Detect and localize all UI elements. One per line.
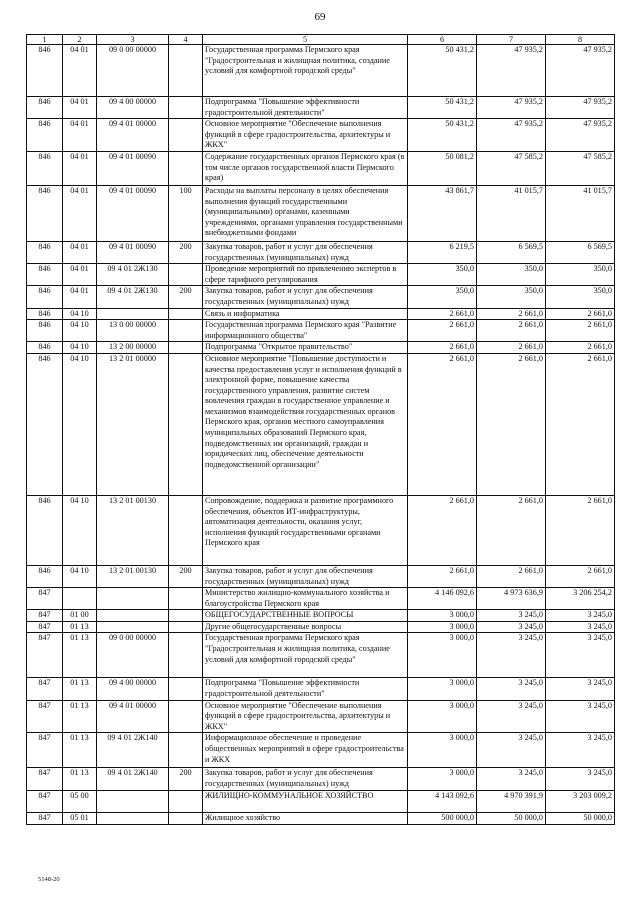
cell-col-3: 13 2 00 00000 bbox=[97, 342, 169, 354]
table-row bbox=[27, 353, 615, 495]
cell-col-5: Государственная программа Пермского края "Развитие информационного общества" bbox=[203, 320, 408, 342]
cell-col-1: 846 bbox=[27, 495, 63, 565]
table-row bbox=[27, 286, 615, 308]
cell-col-6: 2 661,0 bbox=[408, 308, 477, 320]
cell-col-5: Сопровождение, поддержка и развитие программного обеспечения, объектов ИТ-инфраструктуры, автоматизация деятельности, оказания услуг, исполнения функций государственными органами Пермского края bbox=[203, 495, 408, 565]
cell-col-3 bbox=[97, 588, 169, 610]
cell-col-6: 6 219,5 bbox=[408, 241, 477, 263]
cell-col-4 bbox=[169, 812, 203, 824]
column-header: 6 bbox=[408, 35, 477, 45]
table-row bbox=[27, 678, 615, 700]
table-row bbox=[27, 308, 615, 320]
cell-col-8: 2 661,0 bbox=[546, 565, 615, 587]
table-row bbox=[27, 264, 615, 286]
cell-col-2: 04 01 bbox=[63, 151, 97, 185]
cell-col-2: 04 01 bbox=[63, 45, 97, 97]
cell-col-2: 01 13 bbox=[63, 678, 97, 700]
cell-col-1: 847 bbox=[27, 812, 63, 824]
cell-col-6: 2 661,0 bbox=[408, 565, 477, 587]
cell-col-2: 01 13 bbox=[63, 700, 97, 733]
column-header: 1 bbox=[27, 35, 63, 45]
cell-col-1: 847 bbox=[27, 733, 63, 768]
cell-col-6: 50 431,2 bbox=[408, 97, 477, 119]
cell-col-2: 04 01 bbox=[63, 119, 97, 152]
cell-col-7: 2 661,0 bbox=[477, 308, 546, 320]
cell-col-8: 3 245,0 bbox=[546, 768, 615, 790]
cell-col-6: 50 431,2 bbox=[408, 45, 477, 97]
table-row bbox=[27, 812, 615, 824]
cell-col-7: 3 245,0 bbox=[477, 633, 546, 678]
cell-col-3: 13 2 01 00000 bbox=[97, 353, 169, 495]
cell-col-3: 09 4 01 00000 bbox=[97, 700, 169, 733]
cell-col-5: Проведение мероприятий по привлечению экспертов в сфере тарифного регулирования bbox=[203, 264, 408, 286]
cell-col-6: 500 000,0 bbox=[408, 812, 477, 824]
cell-col-3 bbox=[97, 621, 169, 633]
cell-col-8: 3 203 009,2 bbox=[546, 790, 615, 812]
cell-col-4 bbox=[169, 610, 203, 622]
cell-col-4: 200 bbox=[169, 768, 203, 790]
cell-col-5: Государственная программа Пермского края "Градостроительная и жилищная политика, создание условий для комфортной городской среды" bbox=[203, 633, 408, 678]
table-row bbox=[27, 342, 615, 354]
cell-col-3: 09 4 01 2Ж140 bbox=[97, 768, 169, 790]
cell-col-3: 09 4 00 00000 bbox=[97, 678, 169, 700]
cell-col-8: 47 935,2 bbox=[546, 45, 615, 97]
cell-col-5: Содержание государственных органов Пермского края (в том числе органов государственной власти Пермского края) bbox=[203, 151, 408, 185]
table-row bbox=[27, 733, 615, 768]
cell-col-3 bbox=[97, 790, 169, 812]
cell-col-6: 43 861,7 bbox=[408, 185, 477, 241]
cell-col-8: 2 661,0 bbox=[546, 342, 615, 354]
table-row bbox=[27, 768, 615, 790]
cell-col-6: 2 661,0 bbox=[408, 342, 477, 354]
cell-col-4 bbox=[169, 97, 203, 119]
column-number-header bbox=[27, 35, 615, 45]
cell-col-8: 3 245,0 bbox=[546, 700, 615, 733]
cell-col-2: 04 10 bbox=[63, 353, 97, 495]
cell-col-3: 09 0 00 00000 bbox=[97, 45, 169, 97]
table-row bbox=[27, 621, 615, 633]
cell-col-7: 2 661,0 bbox=[477, 353, 546, 495]
cell-col-7: 41 015,7 bbox=[477, 185, 546, 241]
cell-col-1: 846 bbox=[27, 185, 63, 241]
cell-col-6: 3 000,0 bbox=[408, 678, 477, 700]
cell-col-8: 2 661,0 bbox=[546, 495, 615, 565]
cell-col-5: Закупка товаров, работ и услуг для обеспечения государственных (муниципальных) нужд bbox=[203, 241, 408, 263]
cell-col-3 bbox=[97, 812, 169, 824]
cell-col-3: 09 0 00 00000 bbox=[97, 633, 169, 678]
cell-col-1: 846 bbox=[27, 264, 63, 286]
column-header: 7 bbox=[477, 35, 546, 45]
cell-col-7: 3 245,0 bbox=[477, 768, 546, 790]
cell-col-4 bbox=[169, 678, 203, 700]
cell-col-8: 47 585,2 bbox=[546, 151, 615, 185]
cell-col-1: 847 bbox=[27, 768, 63, 790]
cell-col-5: Закупка товаров, работ и услуг для обеспечения государственных (муниципальных) нужд bbox=[203, 768, 408, 790]
cell-col-2: 04 01 bbox=[63, 185, 97, 241]
cell-col-1: 846 bbox=[27, 45, 63, 97]
cell-col-7: 3 245,0 bbox=[477, 610, 546, 622]
cell-col-2: 01 00 bbox=[63, 610, 97, 622]
cell-col-4 bbox=[169, 119, 203, 152]
cell-col-7: 2 661,0 bbox=[477, 565, 546, 587]
cell-col-2: 04 10 bbox=[63, 342, 97, 354]
cell-col-7: 6 569,5 bbox=[477, 241, 546, 263]
cell-col-7: 350,0 bbox=[477, 264, 546, 286]
cell-col-8: 350,0 bbox=[546, 286, 615, 308]
cell-col-7: 2 661,0 bbox=[477, 320, 546, 342]
cell-col-8: 47 935,2 bbox=[546, 97, 615, 119]
cell-col-4: 100 bbox=[169, 185, 203, 241]
cell-col-8: 47 935,2 bbox=[546, 119, 615, 152]
cell-col-6: 3 000,0 bbox=[408, 700, 477, 733]
cell-col-1: 847 bbox=[27, 790, 63, 812]
cell-col-2 bbox=[63, 588, 97, 610]
cell-col-6: 350,0 bbox=[408, 286, 477, 308]
cell-col-6: 2 661,0 bbox=[408, 495, 477, 565]
table-row bbox=[27, 151, 615, 185]
cell-col-3: 09 4 01 00090 bbox=[97, 151, 169, 185]
cell-col-5: Основное мероприятие "Повышение доступности и качества предоставления услуг и исполнения функций в электронной форме, повышение качества государственного управления, развитие систем вовлечения граждан в государственное управление и механизмов взаимодействия государственных органов Пермского края, органов местного самоуправления муниципальных образований Пермского края, подведомственных им организаций, граждан и юридических лиц, обеспечение деятельности подведомственной организации" bbox=[203, 353, 408, 495]
cell-col-4 bbox=[169, 342, 203, 354]
cell-col-7: 3 245,0 bbox=[477, 621, 546, 633]
cell-col-2: 04 10 bbox=[63, 308, 97, 320]
cell-col-5: Основное мероприятие "Обеспечение выполнения функций в сфере градостроительства, архитектуры и ЖКХ" bbox=[203, 119, 408, 152]
cell-col-5: Основное мероприятие "Обеспечение выполнения функций в сфере градостроительства, архитектуры и ЖКХ" bbox=[203, 700, 408, 733]
cell-col-7: 3 245,0 bbox=[477, 733, 546, 768]
table-row bbox=[27, 700, 615, 733]
cell-col-7: 2 661,0 bbox=[477, 495, 546, 565]
cell-col-8: 3 206 254,2 bbox=[546, 588, 615, 610]
cell-col-2: 04 01 bbox=[63, 286, 97, 308]
cell-col-4 bbox=[169, 45, 203, 97]
cell-col-4: 200 bbox=[169, 241, 203, 263]
cell-col-3: 13 2 01 00130 bbox=[97, 565, 169, 587]
cell-col-3: 09 4 01 2Ж130 bbox=[97, 286, 169, 308]
cell-col-5: Министерство жилищно-коммунального хозяйства и благоустройства Пермского края bbox=[203, 588, 408, 610]
cell-col-5: Жилищное хозяйство bbox=[203, 812, 408, 824]
cell-col-4 bbox=[169, 151, 203, 185]
cell-col-4 bbox=[169, 700, 203, 733]
cell-col-1: 846 bbox=[27, 308, 63, 320]
cell-col-1: 847 bbox=[27, 610, 63, 622]
cell-col-2: 04 10 bbox=[63, 320, 97, 342]
column-header: 2 bbox=[63, 35, 97, 45]
cell-col-2: 05 00 bbox=[63, 790, 97, 812]
cell-col-5: ЖИЛИЩНО-КОММУНАЛЬНОЕ ХОЗЯЙСТВО bbox=[203, 790, 408, 812]
cell-col-2: 04 01 bbox=[63, 241, 97, 263]
table-row bbox=[27, 588, 615, 610]
column-header: 5 bbox=[203, 35, 408, 45]
cell-col-1: 846 bbox=[27, 353, 63, 495]
cell-col-8: 41 015,7 bbox=[546, 185, 615, 241]
cell-col-4 bbox=[169, 790, 203, 812]
cell-col-7: 47 935,2 bbox=[477, 45, 546, 97]
cell-col-5: Закупка товаров, работ и услуг для обеспечения государственных (муниципальных) нужд bbox=[203, 565, 408, 587]
cell-col-2: 01 13 bbox=[63, 633, 97, 678]
cell-col-1: 847 bbox=[27, 633, 63, 678]
table-row bbox=[27, 495, 615, 565]
cell-col-4 bbox=[169, 264, 203, 286]
cell-col-6: 3 000,0 bbox=[408, 610, 477, 622]
cell-col-3: 13 2 01 00130 bbox=[97, 495, 169, 565]
cell-col-4 bbox=[169, 733, 203, 768]
cell-col-1: 847 bbox=[27, 678, 63, 700]
cell-col-7: 4 973 636,9 bbox=[477, 588, 546, 610]
cell-col-2: 05 01 bbox=[63, 812, 97, 824]
table-row bbox=[27, 790, 615, 812]
cell-col-1: 846 bbox=[27, 320, 63, 342]
cell-col-5: Другие общегосударственные вопросы bbox=[203, 621, 408, 633]
cell-col-2: 04 01 bbox=[63, 97, 97, 119]
cell-col-7: 3 245,0 bbox=[477, 678, 546, 700]
page-number: 69 bbox=[314, 11, 326, 23]
cell-col-2: 01 13 bbox=[63, 621, 97, 633]
cell-col-3: 09 4 00 00000 bbox=[97, 97, 169, 119]
cell-col-7: 2 661,0 bbox=[477, 342, 546, 354]
cell-col-7: 47 585,2 bbox=[477, 151, 546, 185]
cell-col-8: 350,0 bbox=[546, 264, 615, 286]
table-row bbox=[27, 119, 615, 152]
table-row bbox=[27, 45, 615, 97]
cell-col-1: 846 bbox=[27, 119, 63, 152]
cell-col-3 bbox=[97, 308, 169, 320]
cell-col-7: 47 935,2 bbox=[477, 97, 546, 119]
cell-col-1: 846 bbox=[27, 565, 63, 587]
cell-col-1: 847 bbox=[27, 621, 63, 633]
table-row bbox=[27, 241, 615, 263]
cell-col-8: 3 245,0 bbox=[546, 621, 615, 633]
cell-col-3 bbox=[97, 610, 169, 622]
cell-col-3: 09 4 01 2Ж130 bbox=[97, 264, 169, 286]
cell-col-4 bbox=[169, 353, 203, 495]
cell-col-5: Информационное обеспечение и проведение общественных мероприятий в сфере градостроительства и ЖКХ bbox=[203, 733, 408, 768]
cell-col-3: 13 0 00 00000 bbox=[97, 320, 169, 342]
table-row bbox=[27, 610, 615, 622]
cell-col-6: 50 081,2 bbox=[408, 151, 477, 185]
cell-col-1: 847 bbox=[27, 588, 63, 610]
budget-table bbox=[26, 34, 615, 825]
cell-col-6: 3 000,0 bbox=[408, 633, 477, 678]
cell-col-8: 2 661,0 bbox=[546, 353, 615, 495]
table-row bbox=[27, 97, 615, 119]
cell-col-1: 846 bbox=[27, 151, 63, 185]
cell-col-1: 846 bbox=[27, 286, 63, 308]
cell-col-7: 3 245,0 bbox=[477, 700, 546, 733]
cell-col-8: 2 661,0 bbox=[546, 308, 615, 320]
cell-col-5: Государственная программа Пермского края "Градостроительная и жилищная политика, создание условий для комфортной городской среды" bbox=[203, 45, 408, 97]
cell-col-3: 09 4 01 00000 bbox=[97, 119, 169, 152]
footer-code: 5148-20 bbox=[38, 876, 60, 883]
cell-col-4 bbox=[169, 308, 203, 320]
cell-col-3: 09 4 01 2Ж140 bbox=[97, 733, 169, 768]
cell-col-1: 846 bbox=[27, 97, 63, 119]
cell-col-4: 200 bbox=[169, 565, 203, 587]
table-row bbox=[27, 565, 615, 587]
cell-col-8: 3 245,0 bbox=[546, 610, 615, 622]
cell-col-6: 3 000,0 bbox=[408, 733, 477, 768]
cell-col-2: 04 10 bbox=[63, 565, 97, 587]
column-header: 3 bbox=[97, 35, 169, 45]
table-row bbox=[27, 633, 615, 678]
cell-col-3: 09 4 01 00090 bbox=[97, 185, 169, 241]
cell-col-5: Подпрограмма "Открытое правительство" bbox=[203, 342, 408, 354]
cell-col-6: 4 146 092,6 bbox=[408, 588, 477, 610]
cell-col-6: 350,0 bbox=[408, 264, 477, 286]
cell-col-5: ОБЩЕГОСУДАРСТВЕННЫЕ ВОПРОСЫ bbox=[203, 610, 408, 622]
cell-col-3: 09 4 01 00090 bbox=[97, 241, 169, 263]
cell-col-6: 3 000,0 bbox=[408, 621, 477, 633]
cell-col-7: 50 000,0 bbox=[477, 812, 546, 824]
cell-col-2: 01 13 bbox=[63, 733, 97, 768]
cell-col-4 bbox=[169, 495, 203, 565]
cell-col-1: 846 bbox=[27, 342, 63, 354]
cell-col-6: 3 000,0 bbox=[408, 768, 477, 790]
cell-col-8: 2 661,0 bbox=[546, 320, 615, 342]
cell-col-1: 846 bbox=[27, 241, 63, 263]
cell-col-8: 3 245,0 bbox=[546, 733, 615, 768]
table-row bbox=[27, 320, 615, 342]
cell-col-5: Подпрограмма "Повышение эффективности градостроительной деятельности" bbox=[203, 678, 408, 700]
column-header: 4 bbox=[169, 35, 203, 45]
cell-col-6: 4 143 092,6 bbox=[408, 790, 477, 812]
cell-col-4 bbox=[169, 588, 203, 610]
cell-col-8: 3 245,0 bbox=[546, 678, 615, 700]
column-header: 8 bbox=[546, 35, 615, 45]
cell-col-4 bbox=[169, 633, 203, 678]
cell-col-2: 01 13 bbox=[63, 768, 97, 790]
cell-col-4 bbox=[169, 320, 203, 342]
cell-col-1: 847 bbox=[27, 700, 63, 733]
cell-col-8: 6 569,5 bbox=[546, 241, 615, 263]
cell-col-2: 04 01 bbox=[63, 264, 97, 286]
table-row bbox=[27, 185, 615, 241]
cell-col-5: Расходы на выплаты персоналу в целях обеспечения выполнения функций государственными (муниципальными) органами, казенными учреждениями, органами управления государственными внебюджетными фондами bbox=[203, 185, 408, 241]
cell-col-5: Закупка товаров, работ и услуг для обеспечения государственных (муниципальных) нужд bbox=[203, 286, 408, 308]
cell-col-5: Связь и информатика bbox=[203, 308, 408, 320]
cell-col-2: 04 10 bbox=[63, 495, 97, 565]
cell-col-5: Подпрограмма "Повышение эффективности градостроительной деятельности" bbox=[203, 97, 408, 119]
cell-col-7: 4 970 391,9 bbox=[477, 790, 546, 812]
cell-col-8: 50 000,0 bbox=[546, 812, 615, 824]
cell-col-4: 200 bbox=[169, 286, 203, 308]
cell-col-6: 2 661,0 bbox=[408, 353, 477, 495]
cell-col-7: 350,0 bbox=[477, 286, 546, 308]
cell-col-6: 2 661,0 bbox=[408, 320, 477, 342]
cell-col-4 bbox=[169, 621, 203, 633]
cell-col-6: 50 431,2 bbox=[408, 119, 477, 152]
cell-col-8: 3 245,0 bbox=[546, 633, 615, 678]
cell-col-7: 47 935,2 bbox=[477, 119, 546, 152]
